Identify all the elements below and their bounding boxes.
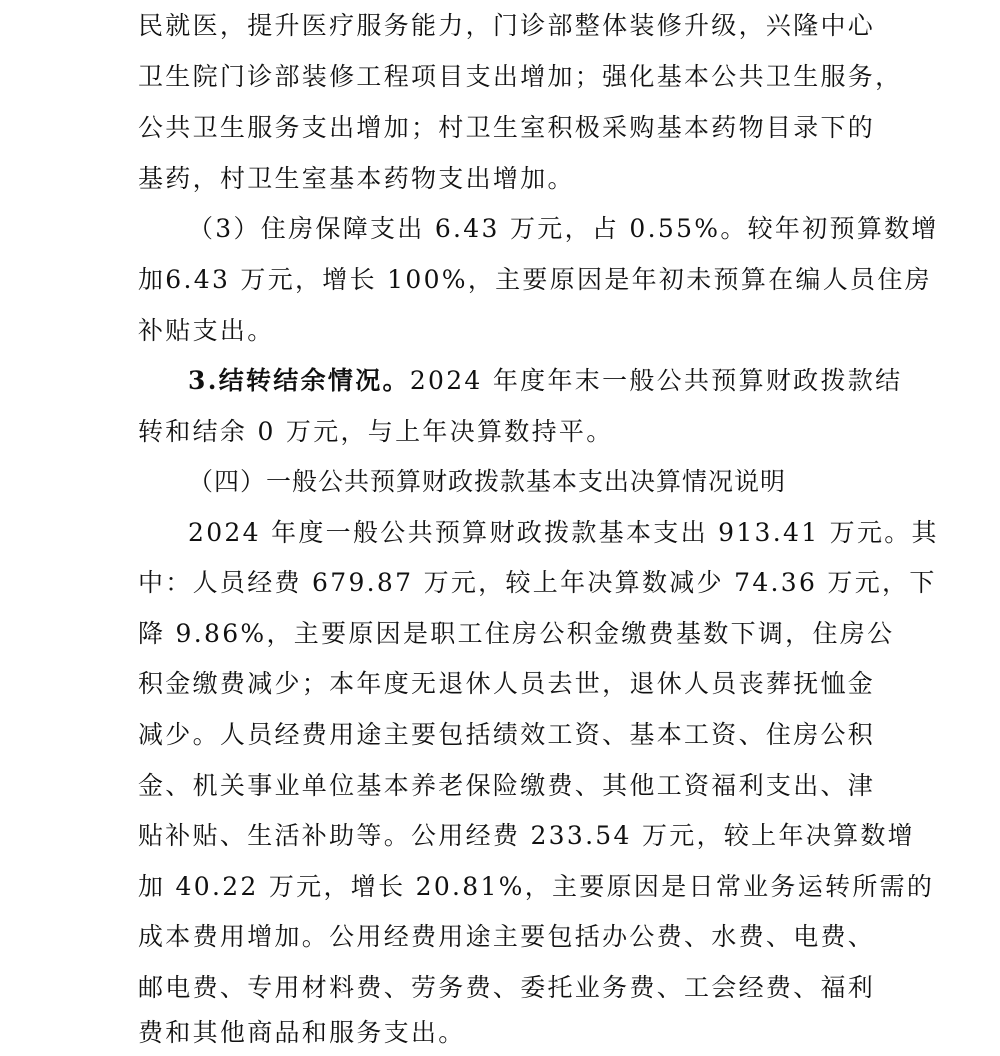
paragraph-line: 成本费用增加。公用经费用途主要包括办公费、水费、电费、 (138, 922, 876, 951)
paragraph-line: 邮电费、专用材料费、劳务费、委托业务费、工会经费、福利 (138, 973, 876, 1002)
paragraph-line: 民就医，提升医疗服务能力，门诊部整体装修升级，兴隆中心 (138, 11, 876, 40)
paragraph-text: 2024 年度年末一般公共预算财政拨款结 (409, 366, 903, 395)
paragraph-line: （3）住房保障支出 6.43 万元，占 0.55%。较年初预算数增 (188, 214, 939, 243)
paragraph-line (188, 361, 928, 401)
paragraph-line: 转和结余 0 万元，与上年决算数持平。 (138, 417, 614, 446)
paragraph-line: 积金缴费减少；本年度无退休人员去世，退休人员丧葬抚恤金 (138, 669, 876, 698)
paragraph-line: 卫生院门诊部装修工程项目支出增加；强化基本公共卫生服务， (138, 62, 903, 91)
paragraph-line: 减少。人员经费用途主要包括绩效工资、基本工资、住房公积 (138, 720, 876, 749)
paragraph-line: 贴补贴、生活补助等。公用经费 233.54 万元，较上年决算数增 (138, 821, 915, 850)
paragraph-line: 2024 年度一般公共预算财政拨款基本支出 913.41 万元。其 (188, 518, 939, 547)
paragraph-line: 金、机关事业单位基本养老保险缴费、其他工资福利支出、津 (138, 771, 876, 800)
paragraph-line: 加6.43 万元，增长 100%，主要原因是年初未预算在编人员住房 (138, 265, 932, 294)
paragraph-line: 加 40.22 万元，增长 20.81%，主要原因是日常业务运转所需的 (138, 872, 935, 901)
paragraph-line: 降 9.86%，主要原因是职工住房公积金缴费基数下调，住房公 (138, 619, 895, 648)
paragraph-line: 公共卫生服务支出增加；村卫生室积极采购基本药物目录下的 (138, 113, 876, 142)
bold-lead-text: 3.结转结余情况。 (188, 366, 410, 395)
paragraph-line: 中：人员经费 679.87 万元，较上年决算数减少 74.36 万元，下 (138, 568, 937, 597)
paragraph-line: 基药，村卫生室基本药物支出增加。 (138, 164, 575, 193)
paragraph-line: 补贴支出。 (138, 316, 275, 345)
section-heading: （四）一般公共预算财政拨款基本支出决算情况说明 (188, 467, 787, 496)
paragraph-line: 费和其他商品和服务支出。 (138, 1018, 466, 1047)
